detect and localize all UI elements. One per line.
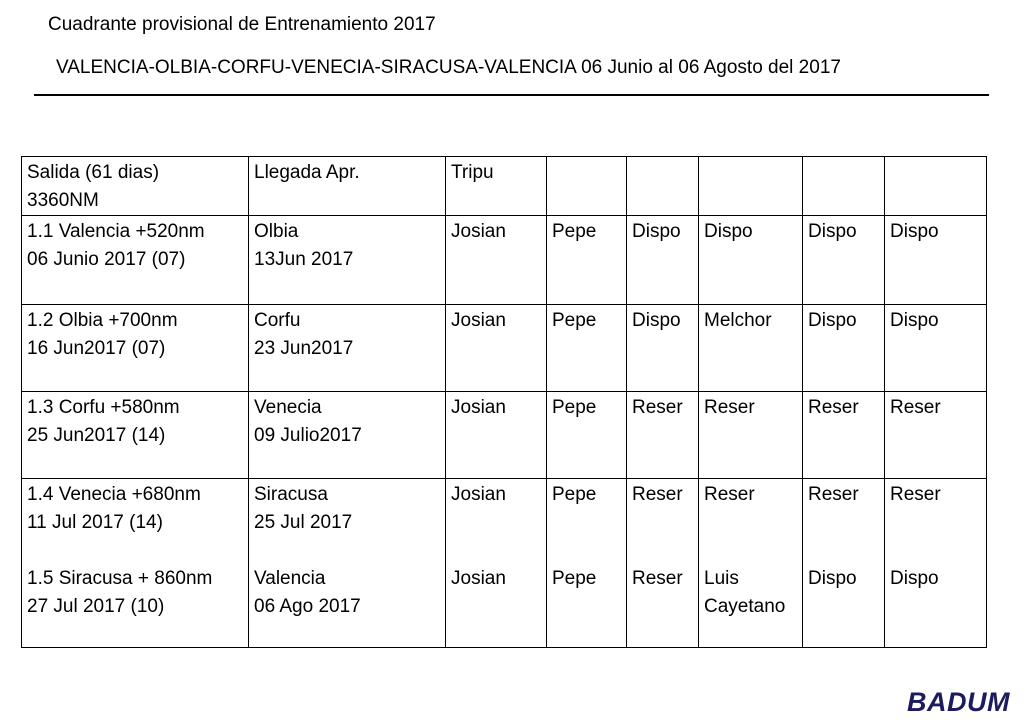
crew-cell: Reser [627,392,699,479]
crew-cell: Josian [446,392,547,479]
salida-cell [22,305,249,392]
arrival-date: 25 Jul 2017 [254,512,353,533]
crew-cell: Reser [699,392,803,479]
crew-cell: Reser Dispo [885,479,987,648]
table-row [22,305,987,392]
crew-cell: Melchor [699,305,803,392]
salida-cell [22,479,249,648]
crew-cell: Reser Luis Cayetano [699,479,803,648]
crew-cell: Josian [446,216,547,305]
header-empty-cell [803,157,885,216]
leg-date: 25 Jun2017 (14) [27,425,166,446]
header-empty-cell [547,157,627,216]
leg-label: 1.4 Venecia +680nm [27,484,201,505]
arrival-date: 09 Julio2017 [254,425,362,446]
llegada-cell [249,479,446,648]
page-title: Cuadrante provisional de Entrenamiento 2017 [48,14,436,35]
arrival-date: 13Jun 2017 [254,249,354,270]
crew-cell: Josian [446,305,547,392]
crew-cell: Dispo [627,216,699,305]
salida-cell [22,216,249,305]
header-salida [22,157,249,216]
leg-date: 27 Jul 2017 (10) [27,596,165,617]
llegada-cell [249,392,446,479]
arrival-date: 06 Ago 2017 [254,596,361,617]
crew-cell: Pepe [547,392,627,479]
table-row [22,392,987,479]
leg-date: 06 Junio 2017 (07) [27,249,186,270]
arrival-date: 23 Jun2017 [254,338,354,359]
arrival-port: Siracusa [254,484,328,505]
salida-cell [22,392,249,479]
llegada-cell [249,216,446,305]
crew-cell: Reser Reser [627,479,699,648]
crew-cell: Pepe [547,216,627,305]
leg-label: 1.1 Valencia +520nm [27,221,205,242]
crew-cell: Josian Josian [446,479,547,648]
header-llegada: Llegada Apr. [249,157,446,216]
leg-date: 16 Jun2017 (07) [27,338,166,359]
crew-cell: Dispo [699,216,803,305]
table-row [22,216,987,305]
leg-date: 11 Jul 2017 (14) [27,512,163,533]
training-schedule-table [21,156,987,648]
crew-cell: Dispo [885,216,987,305]
crew-cell: Reser Dispo [803,479,885,648]
crew-cell: Dispo [803,216,885,305]
crew-cell: Pepe [547,305,627,392]
badum-logo: BADUM [907,687,1010,717]
crew-cell: Dispo [803,305,885,392]
route-subtitle: VALENCIA-OLBIA-CORFU-VENECIA-SIRACUSA-VALENCIA 06 Junio al 06 Agosto del 2017 [56,57,841,78]
crew-cell: Dispo [627,305,699,392]
header-total-distance: 3360NM [27,190,99,211]
arrival-port: Corfu [254,310,301,331]
crew-cell: Reser [803,392,885,479]
divider [34,94,989,96]
crew-cell: Dispo [885,305,987,392]
leg-label: 1.2 Olbia +700nm [27,310,178,331]
llegada-cell [249,305,446,392]
header-salida-label: Salida (61 dias) [27,162,160,183]
arrival-port: Valencia [254,568,326,589]
header-empty-cell [627,157,699,216]
table-header-row [22,157,987,216]
header-empty-cell [699,157,803,216]
header-tripu: Tripu [446,157,547,216]
arrival-port: Olbia [254,221,299,242]
table-row [22,479,987,648]
arrival-port: Venecia [254,397,322,418]
leg-label: 1.3 Corfu +580nm [27,397,180,418]
leg-label: 1.5 Siracusa + 860nm [27,568,213,589]
crew-cell: Pepe Pepe [547,479,627,648]
crew-cell: Reser [885,392,987,479]
header-empty-cell [885,157,987,216]
